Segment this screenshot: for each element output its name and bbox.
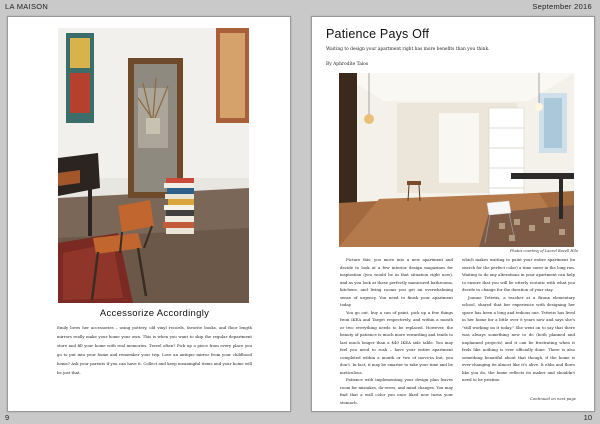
right-page [311, 16, 595, 412]
left-page [7, 16, 291, 412]
article-column-1 [340, 256, 453, 406]
article-body: Emily loves her accessories – using pottery, old vinyl records, favorite books, and floor length mirrors really make your home your own. This is when you want to skip the regular department store and fill your home with real memories. Travel often? Pick up a piece from every place you go to put into your home and remember your trip. Love an antique mirror from your childhood home? Ask your parents if you can have it. Collect and keep meaningful items and your home will be just that. [57, 325, 252, 376]
article-title: Accessorize Accordingly [99, 308, 210, 319]
paragraph: Picture this: you move into a new apartment and decide to look at a few interior design magazines for inspiration (you would be in that situation right now), and as you look at these perfectly manicured bathrooms, kitchens, and living rooms you get an overwhelming sense of urgency. You need to finish your apartment today. [340, 257, 453, 307]
white-interior-photo [339, 73, 574, 247]
article-column-2 [462, 256, 575, 384]
issue-date: September 2016 [532, 2, 592, 11]
page-number-right: 10 [583, 413, 592, 422]
article-title: Patience Pays Off [326, 27, 430, 41]
vintage-room-photo [58, 28, 249, 303]
article-subtitle: Waiting to design your apartment right has more benefits than you think. [326, 47, 490, 52]
paragraph: Joanne Tettetis, a teacher at a Bronx elementary school, shared that her experience with designing her space has been a long and tedious one. Tettetis has lived in her home for a little over 8 years now and says she's "still working on it today." She went on to say that there was always something new to do (both planned and unplanned projects) and it can be frustrating when it feels like nothing is ever officially done. There is also something beautiful about that though, if the home is ever-changing its almost like it's alive. It ebbs and flows like you do, the home reflects its maker and shouldn't need to be pristine. [462, 294, 575, 382]
page-number-left: 9 [5, 413, 10, 422]
magazine-name: LA MAISON [5, 2, 49, 11]
paragraph: Patience with implementing your design plan leaves room for mistakes, do-overs, and mind changes. You may find that a wall color you once liked now turns your stomach, [340, 377, 453, 405]
paragraph: You go out, buy a can of paint, pick up a few things from IKEA and Target respectively, and within a month or two everything needs to be replaced. However, the beauty of patience is much more rewarding and tends to last much longer than a $49 IKEA side table. You may feel you need to rush – have your entire apartment completed within a month or two of move-in but, you don't. In fact, it may be smarter to take your time and be meticulous. [340, 309, 453, 375]
continued-link[interactable]: Continued on next page [529, 396, 576, 401]
paragraph: which makes waiting to paint your entire apartment (in search for the perfect color) a time saver in the long run. Waiting to do any alterations in your apartment can help to ensure that you will be utterly ecstatic with what you decide to change for the duration of your stay. [462, 257, 576, 292]
byline: By Aphrodite Talos [326, 62, 369, 67]
photo-credit: Photos courtesy of Laurel Ravell Hilo [509, 249, 578, 253]
